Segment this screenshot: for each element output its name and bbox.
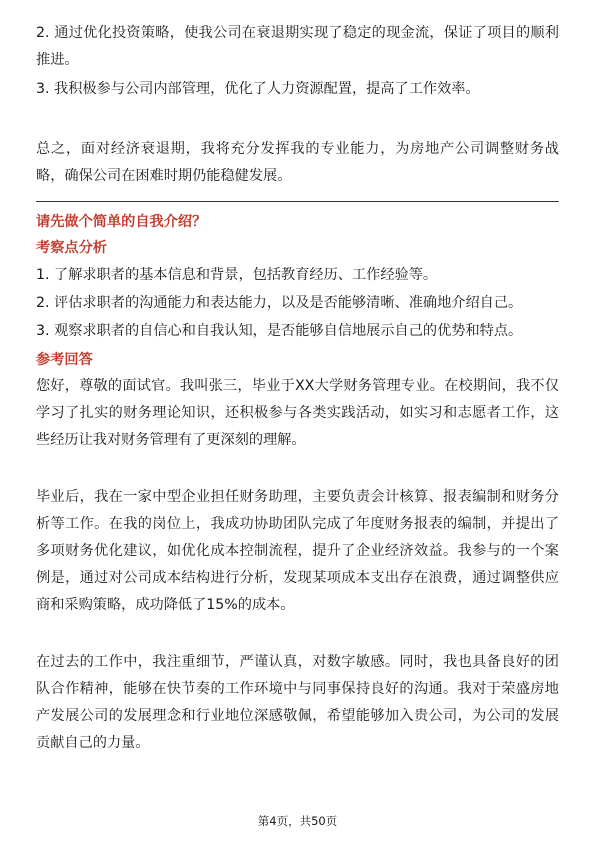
answer-heading: 参考回答 bbox=[36, 352, 93, 368]
analysis-heading: 考察点分析 bbox=[36, 240, 107, 256]
spacer bbox=[36, 454, 559, 484]
question-title: 请先做个简单的自我介绍？ bbox=[36, 214, 207, 230]
answer-paragraph-3: 在过去的工作中，我注重细节，严谨认真，对数字敏感。同时，我也具备良好的团队合作精神，能够在快节奏的工作环境中与同事保持良好的沟通。我对于荣盛房地产发展公司的发展理念和行业地位深感敬佩，希望能够加入贵公司，为公司的发展贡献自己的力量。 bbox=[36, 654, 559, 751]
answer-paragraph-1: 您好，尊敬的面试官。我叫张三，毕业于XX大学财务管理专业。在校期间，我不仅学习了扎实的财务理论知识，还积极参与各类实践活动，如实习和志愿者工作，这些经历让我对财务管理有了更深刻的理解。 bbox=[36, 378, 559, 448]
intro-item-2: 2. 通过优化投资策略，使我公司在衰退期实现了稳定的现金流，保证了项目的顺利推进。 bbox=[36, 25, 559, 68]
analysis-item-1: 1. 了解求职者的基本信息和背景，包括教育经历、工作经验等。 bbox=[36, 267, 438, 283]
document-page bbox=[36, 20, 559, 757]
intro-conclusion: 总之，面对经济衰退期，我将充分发挥我的专业能力，为房地产公司调整财务战略，确保公司在困难时期仍能稳健发展。 bbox=[36, 141, 559, 184]
analysis-item-2: 2. 评估求职者的沟通能力和表达能力，以及是否能够清晰、准确地介绍自己。 bbox=[36, 295, 523, 311]
intro-item-3: 3. 我积极参与公司内部管理，优化了人力资源配置，提高了工作效率。 bbox=[36, 81, 480, 97]
answer-paragraph-2: 毕业后，我在一家中型企业担任财务助理，主要负责会计核算、报表编制和财务分析等工作。在我的岗位上，我成功协助团队完成了年度财务报表的编制，并提出了多项财务优化建议，如优化成本控制流程，提升了企业经济效益。我参与的一个案例是，通过对公司成本结构进行分析，发现某项成本支出存在浪费，通过调整供应商和采购策略，成功降低了15%的成本。 bbox=[36, 489, 559, 613]
page-number: 第4页，共50页 bbox=[257, 814, 338, 828]
spacer bbox=[36, 619, 559, 649]
section-divider bbox=[36, 201, 559, 202]
analysis-item-3: 3. 观察求职者的自信心和自我认知，是否能够自信地展示自己的优势和特点。 bbox=[36, 323, 523, 339]
spacer bbox=[36, 103, 559, 130]
